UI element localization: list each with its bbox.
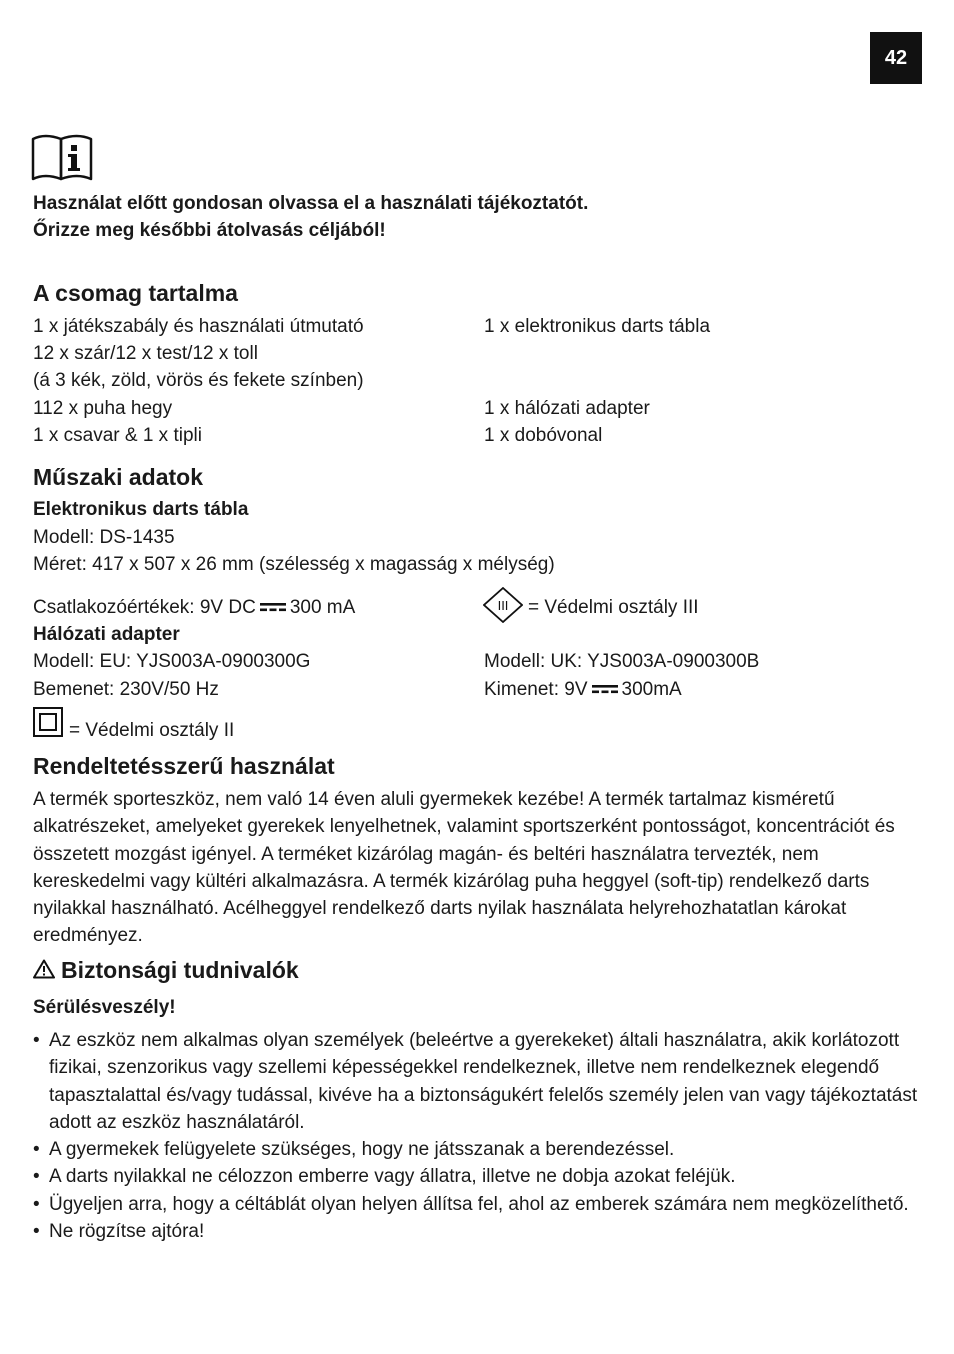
safety-item: • A darts nyilakkal ne célozzon emberre vagy állatra, illetve ne dobja azokat feléjük. — [33, 1163, 923, 1190]
injury-warning: Sérülésveszély! — [33, 997, 176, 1018]
package-heading: A csomag tartalma — [33, 280, 238, 306]
safety-item: • Ne rögzítse ajtóra! — [33, 1218, 923, 1245]
package-item: 12 x szár/12 x test/12 x toll — [33, 343, 258, 364]
usage-heading: Rendeltetésszerű használat — [33, 753, 335, 779]
safety-item: • Az eszköz nem alkalmas olyan személyek (beleértve a gyerekeket) általi használatra, akik korlátozott fizikai, szenzorikus vagy szellemi képességekkel rendelkeznek, illetve nem rendelkeznek elegendő tapasztalattal és/vagy tudással, kivéve ha a biztonságukért felelős személy jelen van vagy tájékoztatást adott az eszköz használatáról. — [33, 1027, 923, 1136]
package-item: 1 x csavar & 1 x tipli — [33, 425, 202, 446]
package-item: 1 x dobóvonal — [484, 425, 603, 446]
safety-heading — [33, 955, 299, 985]
usage-paragraph: A termék sporteszköz, nem való 14 éven aluli gyermekek kezébe! A termék tartalmaz kisméretű alkatrészeket, amelyeket gyerekek lenyelhetnek, valamint sportszerként pontosságot, koncentrációt és összetett mozgást igényel. A terméket kizárólag magán- és beltéri használatra tervezték, nem kereskedelmi vagy kültéri alkalmazásra. A termék kizárólag puha heggyel (soft-tip) rendelkező darts nyilakkal használható. Acélheggyel rendelkező darts nyilak használata helyrehozhatatlan károkat eredményez. — [33, 789, 895, 947]
dc-current-icon — [592, 684, 618, 694]
board-model: Modell: DS-1435 — [33, 527, 175, 548]
connection-prefix: Csatlakozóértékek: 9V DC — [33, 597, 256, 618]
connection-values — [33, 594, 355, 621]
output-suffix: 300mA — [621, 679, 682, 700]
connection-suffix: 300 mA — [289, 597, 356, 618]
board-subheading: Elektronikus darts tábla — [33, 499, 249, 520]
safety-item: • Ügyeljen arra, hogy a céltáblát olyan helyen állítsa fel, ahol az emberek számára nem megközelíthető. — [33, 1191, 923, 1218]
adapter-model-uk: Modell: UK: YJS003A-0900300B — [484, 651, 760, 672]
manual-info-icon — [31, 131, 93, 181]
class-3-numeral: III — [497, 598, 509, 613]
protection-class-2-icon — [33, 707, 63, 737]
protection-class-3-icon — [483, 587, 523, 623]
safety-title: Biztonsági tudnivalók — [61, 957, 299, 983]
board-size: Méret: 417 x 507 x 26 mm (szélesség x magasság x mélység) — [33, 554, 555, 575]
package-item: 112 x puha hegy — [33, 398, 173, 419]
package-item: 1 x hálózati adapter — [484, 398, 650, 419]
warning-triangle-icon — [33, 959, 55, 979]
adapter-output — [484, 676, 682, 703]
output-prefix: Kimenet: 9V — [484, 679, 588, 700]
safety-item: • A gyermekek felügyelete szükséges, hogy ne játsszanak a berendezéssel. — [33, 1136, 923, 1163]
intro-line-2: Őrizze meg későbbi átolvasás céljából! — [33, 220, 386, 241]
class-2-label: = Védelmi osztály II — [69, 720, 235, 741]
adapter-subheading: Hálózati adapter — [33, 624, 180, 645]
package-item: 1 x elektronikus darts tábla — [484, 316, 711, 337]
dc-current-icon — [260, 602, 286, 612]
class-3-label: = Védelmi osztály III — [528, 597, 699, 618]
package-item: (á 3 kék, zöld, vörös és fekete színben) — [33, 370, 364, 391]
package-item: 1 x játékszabály és használati útmutató — [33, 316, 364, 337]
intro-line-1: Használat előtt gondosan olvassa el a használati tájékoztatót. — [33, 193, 589, 214]
tech-heading: Műszaki adatok — [33, 464, 203, 490]
safety-list — [33, 1027, 923, 1245]
page-number: 42 — [870, 32, 922, 84]
adapter-model-eu: Modell: EU: YJS003A-0900300G — [33, 651, 311, 672]
adapter-input: Bemenet: 230V/50 Hz — [33, 679, 219, 700]
